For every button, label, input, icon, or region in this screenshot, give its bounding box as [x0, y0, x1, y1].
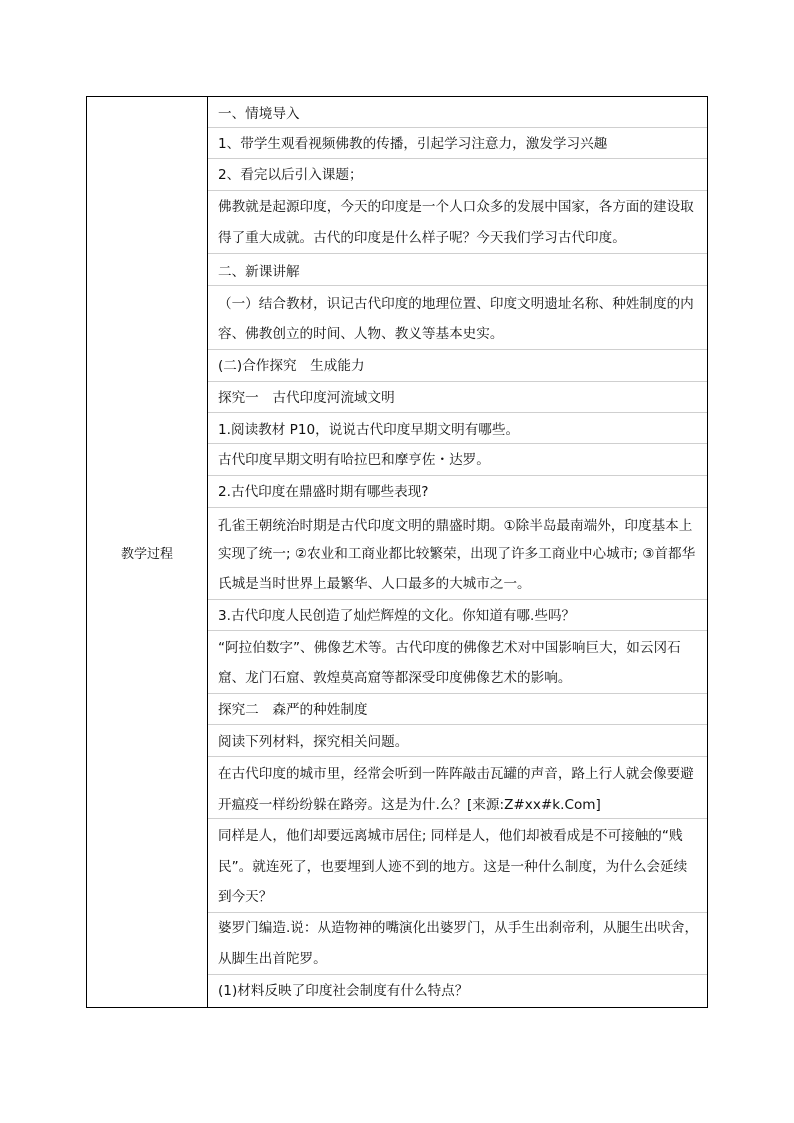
text-line: 到今天？ [218, 889, 273, 905]
text-line: 古代印度早期文明有哈拉巴和摩亨佐・达罗。 [218, 452, 490, 468]
paragraph-divider [208, 127, 707, 128]
text-line: 婆罗门编造.说：从造物神的嘴演化出婆罗门，从手生出刹帝利，从腿生出吠舍， [218, 920, 699, 936]
text-line: 民”。就连死了，也要埋到人迹不到的地方。这是一种什么制度，为什么会延续 [218, 859, 688, 875]
row-label: 教学过程 [120, 546, 173, 562]
content-cell [208, 97, 708, 1008]
paragraph-divider [208, 381, 707, 382]
paragraph-divider [208, 630, 707, 631]
text-line: 探究一 古代印度河流域文明 [218, 390, 395, 406]
paragraph-divider [208, 599, 707, 600]
text-line: 2.古代印度在鼎盛时期有哪些表现? [218, 484, 429, 500]
text-line: 同样是人，他们却要远离城市居住; 同样是人，他们却被看成是不可接触的“贱 [218, 828, 683, 844]
text-line: 窟、龙门石窟、敦煌莫高窟等都深受印度佛像艺术的影响。 [218, 670, 572, 686]
row-label-cell [87, 97, 208, 1008]
text-line: 得了重大成就。古代的印度是什么样子呢？今天我们学习古代印度。 [218, 230, 626, 246]
paragraph-divider [208, 974, 707, 975]
table-row [87, 97, 708, 1008]
text-line: （一）结合教材，识记古代印度的地理位置、印度文明遗址名称、种姓制度的内 [218, 296, 694, 312]
text-line: 在古代印度的城市里，经常会听到一阵阵敲击瓦罐的声音，路上行人就会像要避 [218, 766, 694, 782]
text-line: 探究二 森严的种姓制度 [218, 702, 368, 718]
text-line: 从脚生出首陀罗。 [218, 951, 327, 967]
text-line: 阅读下列材料，探究相关问题。 [218, 734, 409, 750]
paragraph-divider [208, 724, 707, 725]
text-line: “阿拉伯数字”、佛像艺术等。古代印度的佛像艺术对中国影响巨大，如云冈石 [218, 640, 681, 656]
paragraph-divider [208, 475, 707, 476]
paragraph-divider [208, 190, 707, 191]
text-line: 氏城是当时世界上最繁华、人口最多的大城市之一。 [218, 576, 531, 592]
text-line: 佛教就是起源印度，今天的印度是一个人口众多的发展中国家，各方面的建设取 [218, 199, 694, 215]
text-line: 二、新课讲解 [218, 264, 300, 280]
text-line: 实现了统一; ②农业和工商业都比较繁荣，出现了许多工商业中心城市; ③首都华 [218, 546, 696, 562]
text-line: (二)合作探究 生成能力 [218, 358, 365, 374]
lesson-table [86, 96, 708, 1008]
text-line: (1)材料反映了印度社会制度有什么特点？ [218, 983, 469, 999]
paragraph-divider [208, 818, 707, 819]
text-line: 3.古代印度人民创造了灿烂辉煌的文化。你知道有哪.些吗？ [218, 608, 576, 624]
paragraph-divider [208, 285, 707, 286]
paragraph-divider [208, 253, 707, 254]
paragraph-divider [208, 693, 707, 694]
text-line: 一、情境导入 [218, 106, 300, 122]
paragraph-divider [208, 349, 707, 350]
paragraph-divider [208, 756, 707, 757]
text-line: 2、看完以后引入课题； [218, 167, 363, 183]
paragraph-divider [208, 507, 707, 508]
text-line: 开瘟疫一样纷纷躲在路旁。这是为什.么？[来源:Z#xx#k.Com] [218, 797, 601, 813]
paragraph-divider [208, 443, 707, 444]
text-line: 容、佛教创立的时间、人物、教义等基本史实。 [218, 326, 504, 342]
text-line: 孔雀王朝统治时期是古代印度文明的鼎盛时期。①除半岛最南端外，印度基本上 [218, 518, 693, 534]
text-line: 1、带学生观看视频佛教的传播，引起学习注意力，激发学习兴趣 [218, 136, 608, 152]
paragraph-divider [208, 158, 707, 159]
text-line: 1.阅读教材 P10，说说古代印度早期文明有哪些。 [218, 422, 520, 438]
paragraph-divider [208, 912, 707, 913]
paragraph-divider [208, 412, 707, 413]
